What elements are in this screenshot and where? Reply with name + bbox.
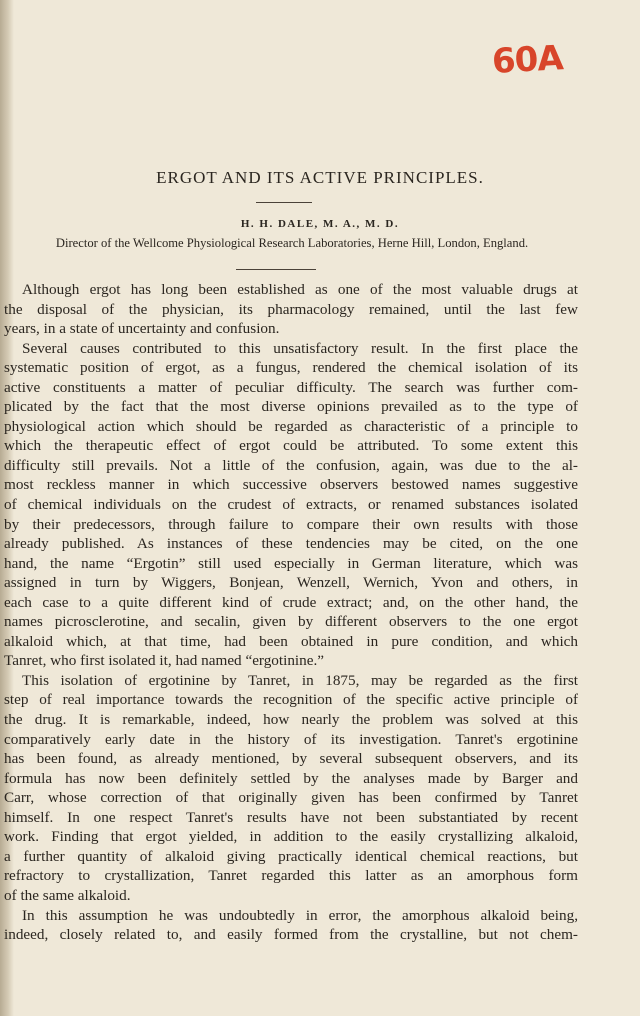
author-affiliation: Director of the Wellcome Physiological Research Laboratories, Herne Hill, London, England.: [55, 236, 529, 250]
text-line: which the therapeutic effect of ergot could be attributed. To some extent this: [4, 437, 578, 455]
title-rule: [256, 202, 312, 203]
text-line: plicated by the fact that the most diverse opinions prevailed as to the type of: [4, 398, 578, 416]
text-line: by their predecessors, through failure to compare their own results with those: [4, 515, 578, 533]
text-line: indeed, closely related to, and easily formed from the crystalline, but not chem-: [4, 926, 578, 944]
text-line: physiological action which should be regarded as characteristic of a principle to: [4, 417, 578, 435]
article-body: [4, 280, 578, 945]
text-line: each case to a quite different kind of crude extract; and, on the other hand, the: [4, 593, 578, 611]
text-line: Tanret, who first isolated it, had named “ergotinine.”: [4, 652, 325, 670]
text-line: This isolation of ergotinine by Tanret, in 1875, may be regarded as the first: [22, 671, 578, 689]
text-line: assigned in turn by Wiggers, Bonjean, Wenzell, Wernich, Yvon and others, in: [4, 574, 578, 592]
text-line: has been found, as already mentioned, by several subsequent observers, and its: [4, 750, 578, 768]
text-line: Although ergot has long been established as one of the most valuable drugs at: [22, 281, 578, 298]
text-line: the drug. It is remarkable, indeed, how nearly the problem was solved at this: [4, 711, 578, 729]
text-line: Carr, whose correction of that originally given has been confirmed by Tanret: [4, 789, 578, 807]
text-line: the disposal of the physician, its pharmacology remained, until the last few: [4, 300, 578, 318]
text-line: most reckless manner in which successive observers bestowed names suggestive: [4, 476, 578, 494]
text-line: a further quantity of alkaloid giving practically identical chemical reactions, but: [4, 847, 578, 865]
text-line: hand, the name “Ergotin” still used especially in German literature, which was: [4, 554, 578, 572]
text-line: names picrosclerotine, and secalin, given by different observers to the one ergot: [4, 613, 578, 631]
text-line: himself. In one respect Tanret's results have not been substantiated by recent: [4, 808, 578, 826]
text-line: refractory to crystallization, Tanret regarded this latter as an amorphous form: [4, 867, 578, 885]
text-line: of chemical individuals on the crudest of extracts, or renamed substances isolated: [4, 496, 578, 514]
text-line: years, in a state of uncertainty and confusion.: [4, 320, 280, 338]
text-line: active constituents a matter of peculiar difficulty. The search was further com-: [4, 378, 578, 396]
text-line: already published. As instances of these tendencies may be cited, on the one: [4, 535, 578, 553]
text-line: work. Finding that ergot yielded, in addition to the easily crystallizing alkaloid,: [4, 828, 578, 846]
text-line: step of real importance towards the recognition of the specific active principle of: [4, 691, 578, 709]
text-line: alkaloid which, at that time, had been obtained in pure condition, and which: [4, 632, 578, 650]
text-line: difficulty still prevails. Not a little of the confusion, again, was due to the al-: [4, 456, 578, 474]
text-line: comparatively early date in the history of its investigation. Tanret's ergotinine: [4, 730, 578, 748]
text-line: of the same alkaloid.: [4, 886, 131, 904]
handwritten-page-number: 60A: [491, 38, 564, 82]
text-line: In this assumption he was undoubtedly in error, the amorphous alkaloid being,: [22, 906, 578, 924]
article-title: ERGOT AND ITS ACTIVE PRINCIPLES.: [156, 168, 484, 187]
text-line: formula has now been definitely settled by the analyses made by Barger and: [4, 769, 578, 787]
header-rule: [236, 269, 316, 270]
author-name: H. H. DALE, M. A., M. D.: [240, 218, 400, 230]
text-line: Several causes contributed to this unsatisfactory result. In the first place the: [22, 339, 578, 357]
text-line: systematic position of ergot, as a fungus, rendered the chemical isolation of its: [4, 359, 578, 377]
